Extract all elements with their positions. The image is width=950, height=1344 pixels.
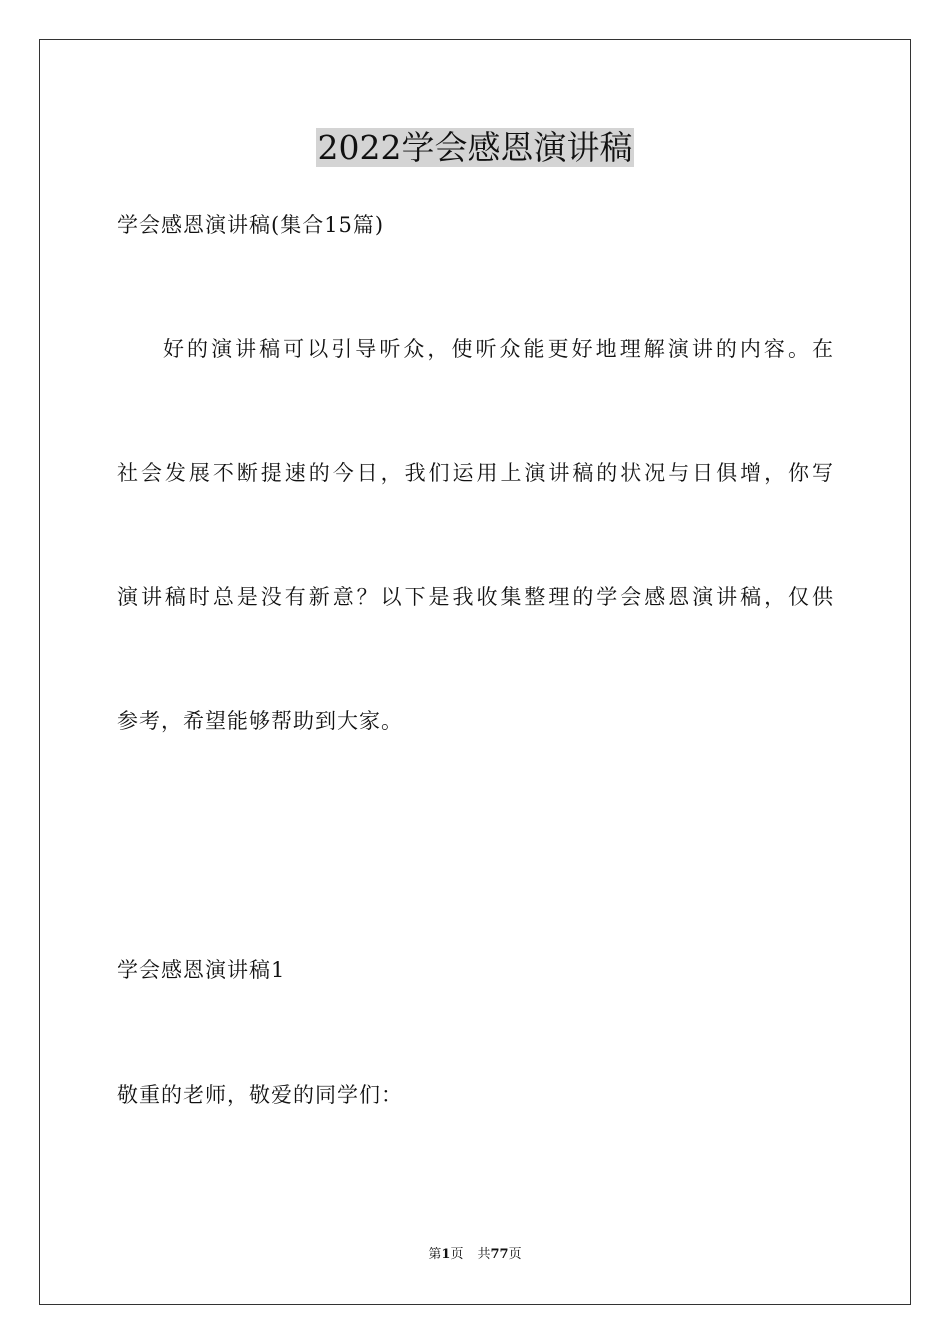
footer-page-prefix: 第 bbox=[428, 1247, 442, 1262]
footer-total-suffix: 页 bbox=[508, 1247, 522, 1262]
intro-line-4: 参考，希望能够帮助到大家。 bbox=[117, 709, 403, 733]
footer-page-suffix: 页 bbox=[450, 1247, 464, 1262]
intro-line-1: 好的演讲稿可以引导听众，使听众能更好地理解演讲的内容。在 bbox=[163, 337, 833, 361]
document-title bbox=[0, 126, 950, 170]
footer-page-total: 77 bbox=[490, 1247, 509, 1262]
footer-total-prefix: 共 bbox=[477, 1247, 491, 1262]
page-footer bbox=[0, 1246, 950, 1264]
section-heading: 学会感恩演讲稿1 bbox=[117, 958, 286, 982]
footer-page-current: 1 bbox=[441, 1247, 451, 1262]
document-title-text: 2022学会感恩演讲稿 bbox=[317, 128, 633, 167]
salutation: 敬重的老师，敬爱的同学们： bbox=[117, 1083, 403, 1107]
document-subtitle: 学会感恩演讲稿(集合15篇) bbox=[117, 213, 385, 237]
intro-line-3: 演讲稿时总是没有新意？以下是我收集整理的学会感恩演讲稿，仅供 bbox=[117, 585, 833, 609]
intro-line-2: 社会发展不断提速的今日，我们运用上演讲稿的状况与日俱增，你写 bbox=[117, 461, 833, 485]
